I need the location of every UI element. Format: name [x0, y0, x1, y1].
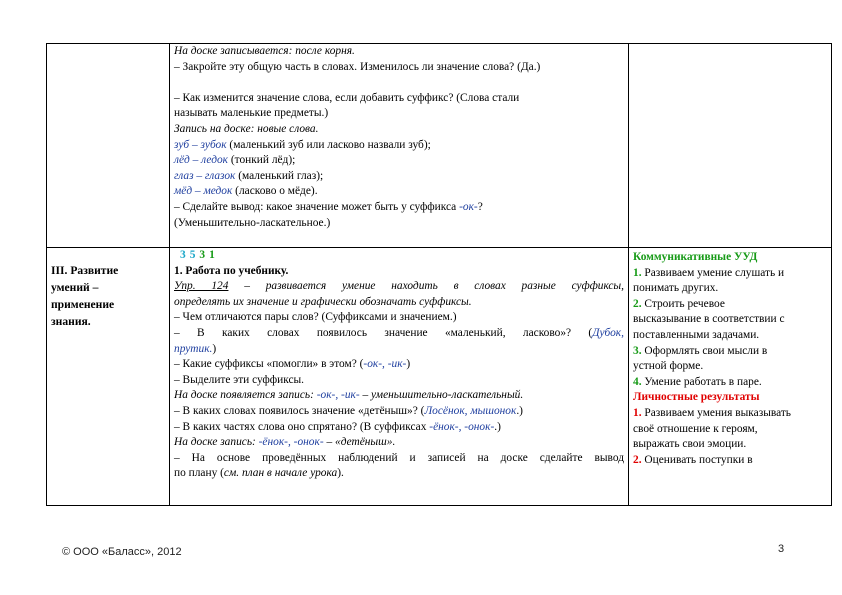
board-note: На доске появляется запись: -ок-, -ик- – уменьшительно-ласкательный.	[174, 389, 524, 402]
uud-item-cont: устной форме.	[633, 360, 704, 373]
board-note: Запись на доске: новые слова.	[174, 122, 319, 135]
teacher-question: – В каких частях слова оно спрятано? (В суффиксах -ёнок-, -онок-.)	[174, 420, 501, 433]
answer-text: называть маленькие предметы.)	[174, 107, 329, 120]
uud-item: 1. Развиваем умение слушать и	[633, 266, 785, 279]
table-row	[47, 248, 832, 506]
word-pair: зуб – зубок (маленький зуб или ласково назвали зуб);	[174, 138, 431, 151]
uud-item: 3. Оформлять свои мысли в	[633, 344, 768, 357]
lesson-content-cell	[170, 44, 629, 248]
word-pair: лёд – ледок (тонкий лёд);	[174, 154, 296, 167]
teacher-question: – Закройте эту общую часть в словах. Изменилось ли значение слова? (Да.)	[174, 60, 541, 73]
result-item-cont: выражать свои эмоции.	[633, 438, 747, 451]
word-pair: мёд – медок (ласково о мёде).	[174, 185, 318, 198]
teacher-question: – Какие суффиксы «помогли» в этом? (-ок-, -ик-)	[174, 358, 411, 371]
uud-item-cont: понимать других.	[633, 282, 719, 295]
personal-results-heading: Личностные результаты	[633, 391, 760, 404]
uud-item-cont: поставленными задачами.	[633, 328, 760, 341]
uud-cell	[629, 248, 832, 506]
result-item-cont: своё отношение к героям,	[633, 422, 758, 435]
answer-text: (Уменьшительно-ласкательное.)	[174, 216, 331, 229]
stage-cell-empty	[47, 44, 170, 248]
task-title: 1. Работа по учебнику.	[174, 264, 289, 277]
result-item: 2. Оценивать поступки в	[633, 453, 753, 466]
teacher-question: – В каких словах появилось значение «маленький, ласково»? (Дубок,	[174, 326, 624, 339]
teacher-question: – Выделите эти суффиксы.	[174, 373, 305, 386]
uud-cell-empty	[629, 44, 832, 248]
table-row	[47, 44, 832, 248]
teacher-question: – В каких словах появилось значение «детёныш»? (Лосёнок, мышонок.)	[174, 404, 523, 417]
teacher-question: – На основе проведённых наблюдений и записей на доске сделайте вывод	[174, 451, 624, 464]
stage-title: III. Развитие умений – применение знания.	[51, 264, 119, 328]
copyright-footer: © ООО «Баласс», 2012	[62, 546, 182, 558]
result-item: 1. Развиваем умения выказывать	[633, 406, 792, 419]
lesson-table	[46, 43, 832, 506]
uud-heading: Коммуникативные УУД	[633, 251, 758, 263]
uud-item-cont: высказывание в соответствии с	[633, 313, 785, 326]
uud-item: 4. Умение работать в паре.	[633, 375, 762, 388]
board-note: На доске запись: -ёнок-, -онок- – «детёныш».	[174, 436, 396, 449]
board-note: На доске записывается: после корня.	[174, 45, 355, 57]
lesson-content-cell	[170, 248, 629, 506]
teacher-question: по плану (см. план в начале урока).	[174, 467, 344, 480]
answer-text: прутик.)	[174, 342, 217, 355]
word-pair: глаз – глазок (маленький глаз);	[174, 169, 324, 182]
teacher-question: – Сделайте вывод: какое значение может быть у суффикса -ок-?	[174, 200, 483, 213]
exercise-line: определять их значение и графически обозначать суффиксы.	[174, 295, 472, 308]
uud-item: 2. Строить речевое	[633, 297, 725, 310]
teacher-question: – Как изменится значение слова, если добавить суффикс? (Слова стали	[174, 91, 520, 104]
exercise-line: Упр. 124 – развивается умение находить в словах разные суффиксы,	[174, 280, 624, 293]
teacher-question: – Чем отличаются пары слов? (Суффиксами и значением.)	[174, 311, 457, 324]
page-number: 3	[778, 543, 785, 555]
number-row: 3 5 3 1	[180, 249, 215, 261]
stage-cell	[47, 248, 170, 506]
